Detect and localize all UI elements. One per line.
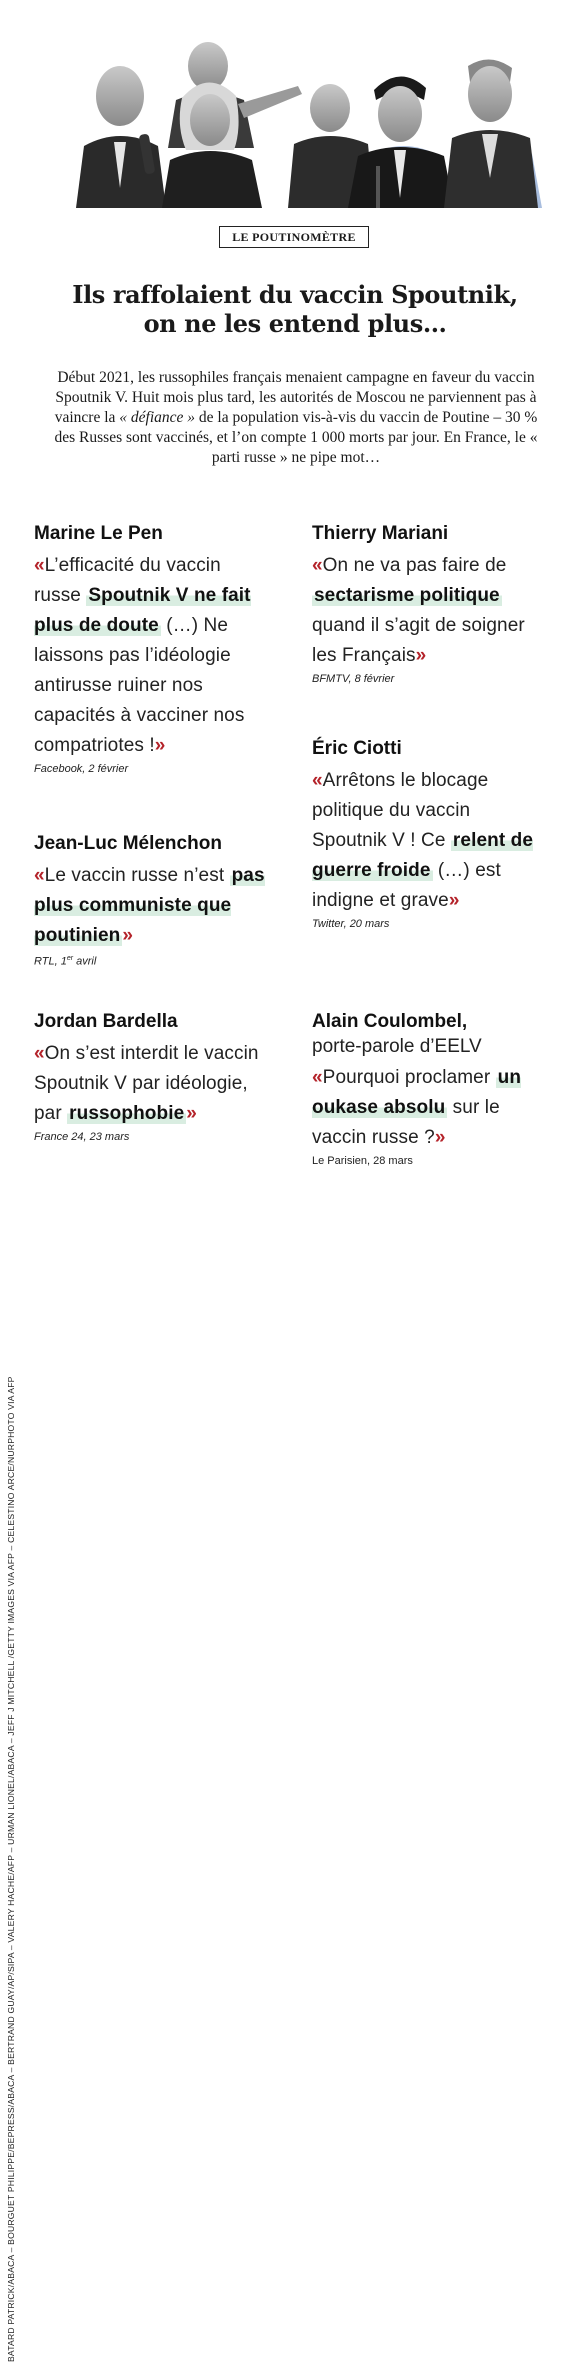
title-line-2: on ne les entend plus… xyxy=(143,309,447,338)
quote-pre: On ne va pas faire de xyxy=(322,555,507,576)
quote-block-coulombel xyxy=(312,1011,552,1168)
quote-source xyxy=(34,952,274,969)
quote-highlight: pas plus communiste que poutinien xyxy=(34,865,265,946)
open-quote-mark: « xyxy=(312,555,323,576)
quote-highlight: Spoutnik V ne fait plus de doute xyxy=(34,585,251,636)
open-quote-mark: « xyxy=(34,1043,45,1064)
page-title xyxy=(40,280,550,338)
quote-block-melenchon xyxy=(34,833,274,969)
intro-paragraph xyxy=(52,368,540,468)
quote-highlight: russophobie xyxy=(69,1103,185,1124)
quote-pre: Le vaccin russe n’est xyxy=(44,865,230,886)
photo-credits-text: BATARD PATRICK/ABACA – BOURGUET PHILIPPE/BEPRESS/ABACA – BERTRAND GUAY/AP/SIPA – VALERY HACHE/AFP – URMAN LIONEL/ABACA – JEFF J MITCHELL /GETTY IMAGES VIA AFP – CELESTINO ARCE/NURPHOTO VIA AFP xyxy=(6,1376,16,2362)
intro-emphasis: « défiance » xyxy=(119,409,196,426)
close-quote-mark: » xyxy=(415,645,427,666)
quote-text xyxy=(34,861,274,951)
open-quote-mark: « xyxy=(34,555,45,576)
quote-pre: Pourquoi proclamer xyxy=(322,1067,496,1088)
source-tail: avril xyxy=(73,955,97,968)
close-quote-mark: » xyxy=(186,1103,197,1124)
speaker-name: Éric Ciotti xyxy=(312,738,402,759)
quote-block-mariani xyxy=(312,523,548,686)
source-main: RTL, 1 xyxy=(34,955,67,968)
speaker-name: Thierry Mariani xyxy=(312,523,449,544)
intro-part-1: Début 2021, les russophiles français menaient campagne en faveur du vaccin Spoutnik V. Huit mois plus tard, les autorités de Moscou ne parviennent pas à vaincre la xyxy=(54,369,537,426)
title-line-1: Ils raffolaient du vaccin Spoutnik, xyxy=(72,280,518,309)
speaker-name: Marine Le Pen xyxy=(34,523,163,544)
open-quote-mark: « xyxy=(312,770,323,791)
quote-post: (…) est indigne et grave xyxy=(312,860,501,911)
close-quote-mark: » xyxy=(154,735,166,756)
quote-highlight: relent de guerre froide xyxy=(312,830,533,881)
quote-post: (…) Ne laissons pas l’idéologie antirusse ruiner nos capacités à vacciner nos compatriotes ! xyxy=(34,615,245,756)
quote-block-le-pen xyxy=(34,523,270,776)
quote-block-bardella xyxy=(34,1011,274,1144)
quote-source: Facebook, 2 février xyxy=(34,763,129,775)
quote-text xyxy=(312,766,536,916)
quote-pre: L’efficacité du vaccin russe xyxy=(34,555,221,606)
open-quote-mark: « xyxy=(312,1067,323,1088)
speaker-name: Alain Coulombel, xyxy=(312,1011,468,1032)
quote-text xyxy=(312,551,548,671)
quote-text xyxy=(34,551,270,761)
speaker-name: Jean-Luc Mélenchon xyxy=(34,833,222,854)
close-quote-mark: » xyxy=(434,1127,446,1148)
quote-source: BFMTV, 8 février xyxy=(312,673,395,685)
quote-post: quand il s’agit de soigner les Français xyxy=(312,615,525,666)
quote-text xyxy=(312,1063,552,1153)
quote-source: Twitter, 20 mars xyxy=(312,918,390,930)
politicians-photo-collage xyxy=(58,38,542,208)
source-sup: er xyxy=(66,955,74,962)
quote-post: sur le vaccin russe ? xyxy=(312,1097,500,1148)
quote-highlight: un oukase absolu xyxy=(312,1067,522,1118)
open-quote-mark: « xyxy=(34,865,45,886)
quote-highlight: sectarisme politique xyxy=(314,585,500,606)
quote-text xyxy=(34,1039,274,1129)
speaker-role: porte-parole d’EELV xyxy=(312,1036,482,1057)
quote-block-ciotti xyxy=(312,738,536,931)
photo-credits xyxy=(6,0,20,2362)
quote-pre: Arrêtons le blocage politique du vaccin Spoutnik V ! Ce xyxy=(312,770,489,851)
section-kicker: LE POUTINOMÈTRE xyxy=(219,226,369,248)
close-quote-mark: » xyxy=(122,925,134,946)
quote-source: France 24, 23 mars xyxy=(34,1131,130,1143)
quote-pre: On s’est interdit le vaccin Spoutnik V par idéologie, par xyxy=(34,1043,259,1124)
quote-source: Le Parisien, 28 mars xyxy=(312,1155,413,1167)
intro-part-2: de la population vis-à-vis du vaccin de Poutine – 30 % des Russes sont vaccinés, et l’on compte 1 000 morts par jour. En France, le « parti russe » ne pipe mot… xyxy=(54,409,538,466)
speaker-name: Jordan Bardella xyxy=(34,1011,178,1032)
close-quote-mark: » xyxy=(448,890,460,911)
